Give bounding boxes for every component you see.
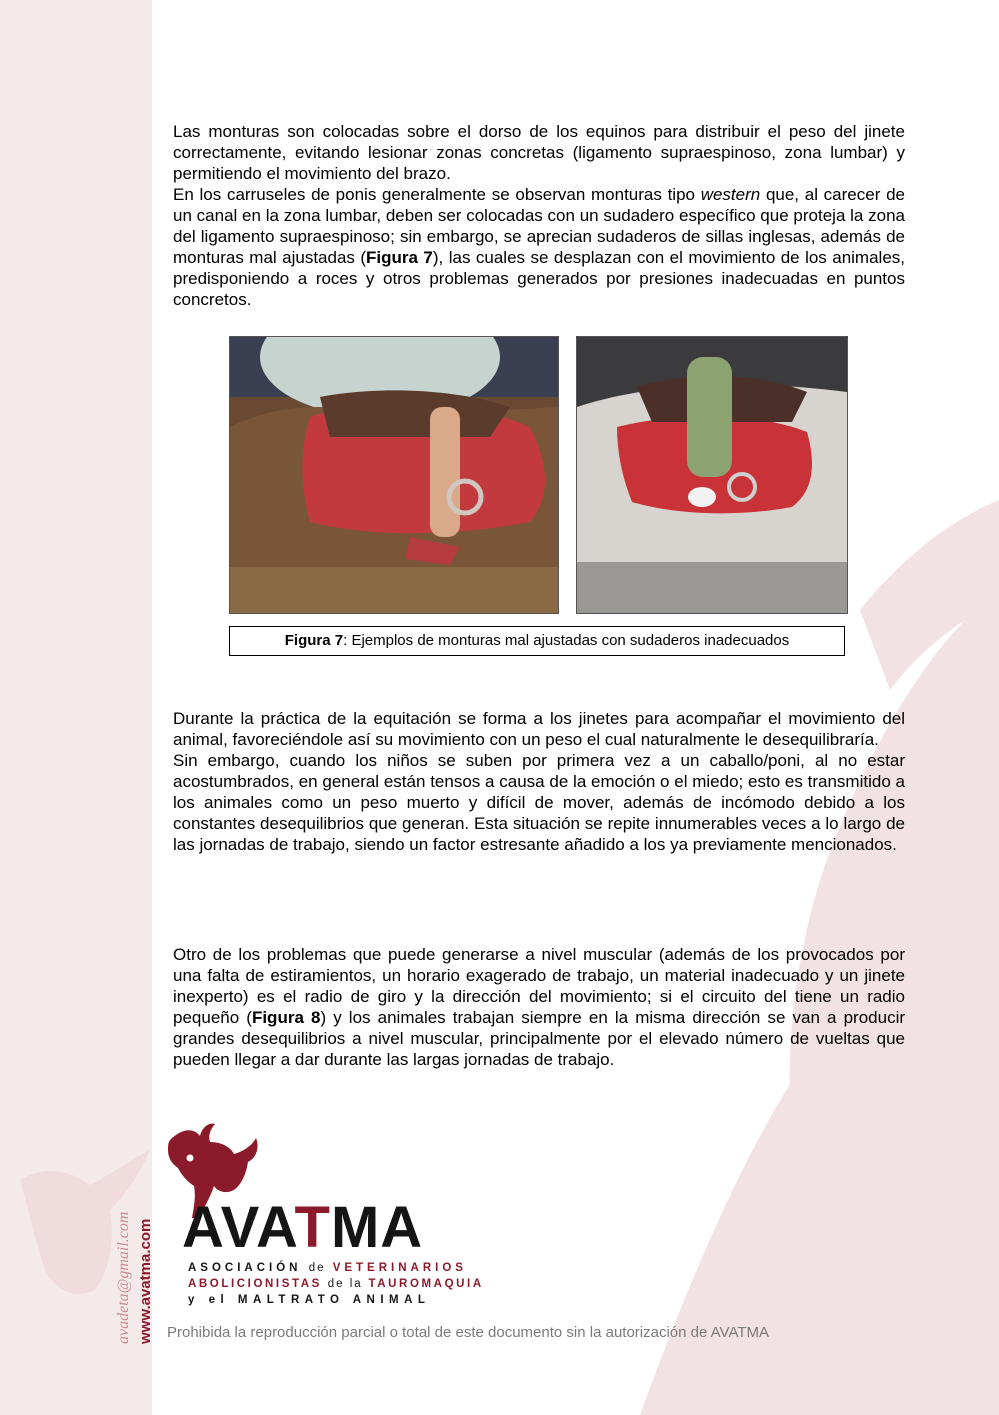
text-run: ), las cuales se desplazan con el movimiento de los animales, predisponiendo a roces y otros problemas generados por presiones inadecuadas en puntos concretos. xyxy=(173,248,906,309)
tagline-word: ASOCIACIÓN xyxy=(188,1262,302,1274)
paragraph-riding-sentence-2: Sin embargo, cuando los niños se suben por primera vez a un caballo/poni, al no estar acostumbrados, en general están tensos a causa de la emoción o el miedo; esto es transmitido a los animales como un peso muerto y difícil de mover, además de incómodo debido a los constantes desequilibrios que generan. Esta situación se repite innumerables veces a lo largo de las jornadas de trabajo, siendo un factor estresante añadido a los ya previamente mencionados. xyxy=(173,751,905,854)
contact-website[interactable]: www.avatma.com xyxy=(137,1218,154,1344)
logo-tagline-3: y el MALTRATO ANIMAL xyxy=(188,1294,431,1306)
tagline-word: de la xyxy=(327,1278,363,1290)
logo-wordmark-part: MA xyxy=(330,1195,424,1260)
tagline-word: TAUROMAQUIA xyxy=(368,1278,484,1290)
figure-7-caption xyxy=(229,626,845,656)
caption-text: : Ejemplos de monturas mal ajustadas con sudaderos inadecuados xyxy=(343,632,790,649)
text-run: ) y los animales trabajan siempre en la misma dirección se van a producir grandes desequilibrios a nivel muscular, principalmente por el elevado número de vueltas que pueden llegar a dar durante las largas jornadas de trabajo. xyxy=(173,1008,906,1069)
caption-figure-label: Figura 7 xyxy=(284,632,344,649)
figure-7-photo-right xyxy=(576,336,848,614)
paragraph-saddles xyxy=(173,121,905,310)
paragraph-riding-sentence-1: Durante la práctica de la equitación se forma a los jinetes para acompañar el movimiento del animal, favoreciéndole así su movimiento con un peso el cual naturalmente le desequilibraría. xyxy=(173,709,905,749)
text-run: que, al carecer de un canal en la zona lumbar, deben ser colocadas con un sudadero específico que proteja la zona del ligamento supraespinoso; sin embargo, se aprecian sudaderos de sillas inglesas, además de monturas mal ajustadas ( xyxy=(173,185,905,267)
logo-tagline-1 xyxy=(188,1262,467,1275)
avatma-logo xyxy=(160,1118,530,1318)
tagline-word: ABOLICIONISTAS xyxy=(188,1278,322,1290)
figure-7-photo-left xyxy=(229,336,559,614)
paragraph-turning-radius xyxy=(173,944,905,1070)
paragraph-saddles-sentence-2 xyxy=(173,184,905,310)
text-run: En los carruseles de ponis generalmente se observan monturas tipo xyxy=(173,185,701,204)
paragraph-saddles-sentence-1: Las monturas son colocadas sobre el dorso de los equinos para distribuir el peso del jinete correctamente, evitando lesionar zonas concretas (ligamento supraespinoso, zona lumbar) y permitiendo el movimiento del brazo. xyxy=(173,122,905,183)
text-run: Otro de los problemas que puede generarse a nivel muscular (además de los provocados por una falta de estiramientos, un horario exagerado de trabajo, un material inadecuado y un jinete inexperto) es el radio de giro y la dirección del movimiento; si el circuito del tiene un radio pequeño ( xyxy=(173,945,905,1027)
logo-wordmark-accent: T xyxy=(294,1195,331,1260)
paragraph-riding-practice xyxy=(173,708,905,855)
figure-reference-7: Figura 7 xyxy=(366,248,433,267)
logo-wordmark xyxy=(182,1195,424,1260)
figure-reference-8: Figura 8 xyxy=(251,1008,321,1027)
italic-term-western: western xyxy=(700,185,761,204)
logo-tagline-2 xyxy=(188,1278,484,1291)
tagline-word: de xyxy=(308,1262,326,1274)
footer-copyright-note: Prohibida la reproducción parcial o total de este documento sin la autorización de AVATMA xyxy=(167,1324,770,1341)
logo-wordmark-part: AVA xyxy=(182,1195,295,1260)
contact-email[interactable]: avadeta@gmail.com xyxy=(115,1211,132,1344)
tagline-word: VETERINARIOS xyxy=(332,1262,467,1274)
